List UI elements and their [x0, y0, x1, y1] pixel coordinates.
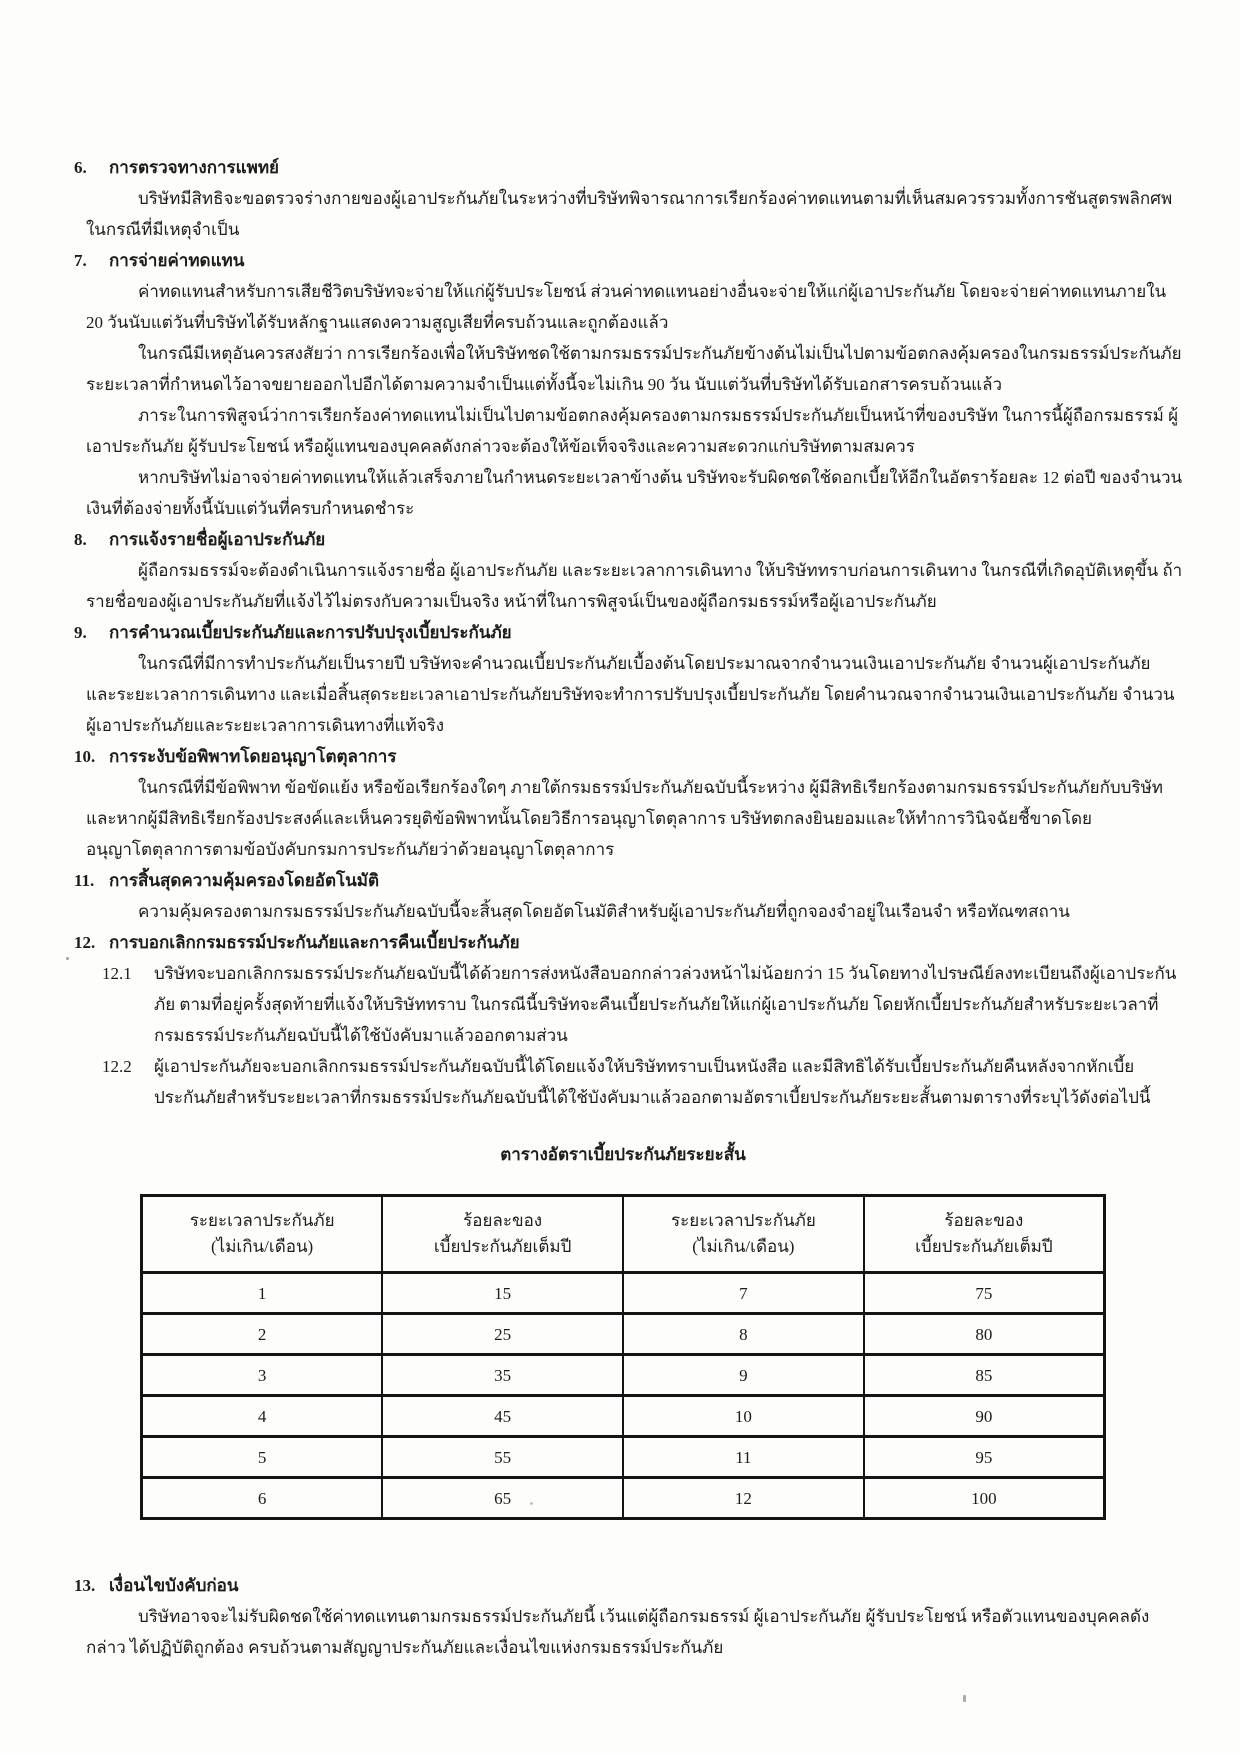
- table-row: [142, 1396, 1105, 1437]
- header-line: (ไม่เกิน/เดือน): [211, 1237, 314, 1256]
- section-title: การสิ้นสุดความคุ้มครองโดยอัตโนมัติ: [109, 871, 380, 890]
- table-cell: 65: [382, 1478, 623, 1519]
- subsection-text: บริษัทจะบอกเลิกกรมธรรม์ประกันภัยฉบับนี้ได้ด้วยการส่งหนังสือบอกกล่าวล่วงหน้าไม่น้อยกว่า 15 วันโดยทางไปรษณีย์ลงทะเบียนถึงผู้เอาประกันภัย ตามที่อยู่ครั้งสุดท้ายที่แจ้งให้บริษัททราบ ในกรณีนี้บริษัทจะคืนเบี้ยประกันภัยให้แก่ผู้เอาประกันภัย โดยหักเบี้ยประกันภัยสำหรับระยะเวลาที่กรมธรรม์ประกันภัยฉบับนี้ได้ใช้บังคับมาแล้วออกตามส่วน: [154, 964, 1177, 1045]
- section-number: 7.: [74, 251, 87, 270]
- section-number: 11.: [74, 871, 95, 890]
- scan-speck: [66, 957, 69, 960]
- section-title: การแจ้งรายชื่อผู้เอาประกันภัย: [109, 530, 326, 549]
- section-medical-examination: [74, 152, 1184, 245]
- table-cell: 4: [142, 1396, 383, 1437]
- table-header-row: [142, 1196, 1105, 1273]
- table-cell: 2: [142, 1314, 383, 1355]
- section-number: 12.: [74, 933, 96, 952]
- paragraph: ภาระในการพิสูจน์ว่าการเรียกร้องค่าทดแทนไม่เป็นไปตามข้อตกลงคุ้มครองตามกรมธรรม์ประกันภัยเป็นหน้าที่ของบริษัท ในการนี้ผู้ถือกรมธรรม์ ผู้เอาประกันภัย ผู้รับประโยชน์ หรือผู้แทนของบุคคลดังกล่าวจะต้องให้ข้อเท็จจริงและความสะดวกแก่บริษัทตามสมควร: [86, 406, 1179, 456]
- section-title: การบอกเลิกกรมธรรม์ประกันภัยและการคืนเบี้ยประกันภัย: [109, 933, 520, 952]
- header-line: ระยะเวลาประกันภัย: [670, 1211, 816, 1230]
- section-heading: [74, 152, 1184, 183]
- table-cell: 45: [382, 1396, 623, 1437]
- scan-speck: [530, 1502, 533, 1505]
- table-cell: 7: [623, 1273, 864, 1314]
- table-cell: 100: [864, 1478, 1105, 1519]
- table-cell: 1: [142, 1273, 383, 1314]
- table-cell: 5: [142, 1437, 383, 1478]
- section-heading: [74, 741, 1184, 772]
- paragraph: ค่าทดแทนสำหรับการเสียชีวิตบริษัทจะจ่ายให้แก่ผู้รับประโยชน์ ส่วนค่าทดแทนอย่างอื่นจะจ่ายให้แก่ผู้เอาประกันภัย โดยจะจ่ายค่าทดแทนภายใน 20 วันนับแต่วันที่บริษัทได้รับหลักฐานแสดงความสูญเสียที่ครบถ้วนและถูกต้องแล้ว: [86, 282, 1167, 332]
- short-term-premium-table: [140, 1194, 1106, 1520]
- section-automatic-termination: [74, 865, 1184, 927]
- section-premium-calculation: [74, 617, 1184, 741]
- table-row: [142, 1437, 1105, 1478]
- section-title: การจ่ายค่าทดแทน: [109, 251, 245, 270]
- subsection-number: 12.2: [102, 1057, 132, 1076]
- subsection-12-2: [102, 1051, 1184, 1113]
- table-cell: 10: [623, 1396, 864, 1437]
- section-number: 8.: [74, 530, 87, 549]
- subsection-text: ผู้เอาประกันภัยจะบอกเลิกกรมธรรม์ประกันภัยฉบับนี้ได้โดยแจ้งให้บริษัททราบเป็นหนังสือ และมีสิทธิได้รับเบี้ยประกันภัยคืนหลังจากหักเบี้ยประกันภัยสำหรับระยะเวลาที่กรมธรรม์ประกันภัยฉบับนี้ได้ใช้บังคับมาแล้วออกตามอัตราเบี้ยประกันภัยระยะสั้นตามตารางที่ระบุไว้ดังต่อไปนี้: [154, 1057, 1151, 1107]
- section-arbitration: [74, 741, 1184, 865]
- paragraph: ผู้ถือกรมธรรม์จะต้องดำเนินการแจ้งรายชื่อ ผู้เอาประกันภัย และระยะเวลาการเดินทาง ให้บริษัททราบก่อนการเดินทาง ในกรณีที่เกิดอุบัติเหตุขึ้น ถ้ารายชื่อของผู้เอาประกันภัยที่แจ้งไว้ไม่ตรงกับความเป็นจริง หน้าที่ในการพิสูจน์เป็นของผู้ถือกรมธรรม์หรือผู้เอาประกันภัย: [86, 561, 1183, 611]
- section-policy-cancellation: [74, 927, 1184, 1113]
- table-cell: 11: [623, 1437, 864, 1478]
- table-cell: 90: [864, 1396, 1105, 1437]
- table-row: [142, 1314, 1105, 1355]
- paragraph: ในกรณีมีเหตุอันควรสงสัยว่า การเรียกร้องเพื่อให้บริษัทชดใช้ตามกรมธรรม์ประกันภัยข้างต้นไม่เป็นไปตามข้อตกลงคุ้มครองในกรมธรรม์ประกันภัย ระยะเวลาที่กำหนดไว้อาจขยายออกไปอีกได้ตามความจำเป็นแต่ทั้งนี้จะไม่เกิน 90 วัน นับแต่วันที่บริษัทได้รับเอกสารครบถ้วนแล้ว: [86, 344, 1182, 394]
- scan-speck: [963, 1695, 966, 1702]
- table-cell: 9: [623, 1355, 864, 1396]
- subsection-12-1: [102, 958, 1184, 1051]
- section-heading: [74, 1570, 1184, 1601]
- section-title: การตรวจทางการแพทย์: [109, 158, 279, 177]
- table-cell: 35: [382, 1355, 623, 1396]
- table-cell: 75: [864, 1273, 1105, 1314]
- section-compensation-payment: [74, 245, 1184, 524]
- short-term-premium-table-block: [140, 1139, 1106, 1520]
- paragraph: ในกรณีที่มีการทำประกันภัยเป็นรายปี บริษัทจะคำนวณเบี้ยประกันภัยเบื้องต้นโดยประมาณจากจำนวนเงินเอาประกันภัย จำนวนผู้เอาประกันภัย และระยะเวลาการเดินทาง และเมื่อสิ้นสุดระยะเวลาเอาประกันภัยบริษัทจะทำการปรับปรุงเบี้ยประกันภัย โดยคำนวณจากจำนวนเงินเอาประกันภัย จำนวนผู้เอาประกันภัยและระยะเวลาการเดินทางที่แท้จริง: [86, 654, 1175, 735]
- paragraph: ความคุ้มครองตามกรมธรรม์ประกันภัยฉบับนี้จะสิ้นสุดโดยอัตโนมัติสำหรับผู้เอาประกันภัยที่ถูกจองจำอยู่ในเรือนจำ หรือทัณฑสถาน: [138, 902, 1070, 921]
- section-heading: [74, 927, 1184, 958]
- table-cell: 12: [623, 1478, 864, 1519]
- table-cell: 25: [382, 1314, 623, 1355]
- header-cell-period-left: [142, 1196, 383, 1273]
- table-row: [142, 1273, 1105, 1314]
- header-line: ร้อยละของ: [944, 1211, 1024, 1230]
- table-title: ตารางอัตราเบี้ยประกันภัยระยะสั้น: [500, 1145, 746, 1164]
- table-cell: 3: [142, 1355, 383, 1396]
- section-insured-name-notification: [74, 524, 1184, 617]
- paragraph: บริษัทมีสิทธิจะขอตรวจร่างกายของผู้เอาประกันภัยในระหว่างที่บริษัทพิจารณาการเรียกร้องค่าทดแทนตามที่เห็นสมควรรวมทั้งการชันสูตรพลิกศพ ในกรณีที่มีเหตุจำเป็น: [86, 189, 1173, 239]
- section-heading: [74, 617, 1184, 648]
- paragraph: บริษัทอาจจะไม่รับผิดชดใช้ค่าทดแทนตามกรมธรรม์ประกันภัยนี้ เว้นแต่ผู้ถือกรมธรรม์ ผู้เอาประกันภัย ผู้รับประโยชน์ หรือตัวแทนของบุคคลดังกล่าว ได้ปฏิบัติถูกต้อง ครบถ้วนตามสัญญาประกันภัยและเงื่อนไขแห่งกรมธรรม์ประกันภัย: [86, 1607, 1150, 1657]
- header-line: (ไม่เกิน/เดือน): [692, 1237, 795, 1256]
- section-heading: [74, 865, 1184, 896]
- section-heading: [74, 245, 1184, 276]
- table-cell: 6: [142, 1478, 383, 1519]
- table-cell: 85: [864, 1355, 1105, 1396]
- table-cell: 8: [623, 1314, 864, 1355]
- policy-conditions-body: [74, 152, 1184, 1663]
- table-row: [142, 1355, 1105, 1396]
- header-line: ระยะเวลาประกันภัย: [189, 1211, 335, 1230]
- table-cell: 80: [864, 1314, 1105, 1355]
- table-cell: 55: [382, 1437, 623, 1478]
- section-number: 13.: [74, 1576, 96, 1595]
- section-number: 10.: [74, 747, 96, 766]
- header-line: เบี้ยประกันภัยเต็มปี: [433, 1237, 572, 1256]
- header-line: ร้อยละของ: [463, 1211, 543, 1230]
- header-cell-percent-left: [382, 1196, 623, 1273]
- table-row: [142, 1478, 1105, 1519]
- section-condition-precedent: [74, 1570, 1184, 1663]
- header-cell-percent-right: [864, 1196, 1105, 1273]
- header-line: เบี้ยประกันภัยเต็มปี: [915, 1237, 1053, 1256]
- table-cell: 15: [382, 1273, 623, 1314]
- section-title: การคำนวณเบี้ยประกันภัยและการปรับปรุงเบี้ยประกันภัย: [109, 623, 512, 642]
- table-cell: 95: [864, 1437, 1105, 1478]
- section-title: การระงับข้อพิพาทโดยอนุญาโตตุลาการ: [109, 747, 397, 766]
- section-number: 6.: [74, 158, 87, 177]
- paragraph: หากบริษัทไม่อาจจ่ายค่าทดแทนให้แล้วเสร็จภายในกำหนดระยะเวลาข้างต้น บริษัทจะรับผิดชดใช้ดอกเบี้ยให้อีกในอัตราร้อยละ 12 ต่อปี ของจำนวนเงินที่ต้องจ่ายทั้งนี้นับแต่วันที่ครบกำหนดชำระ: [86, 468, 1183, 518]
- header-cell-period-right: [623, 1196, 864, 1273]
- section-title: เงื่อนไขบังคับก่อน: [109, 1576, 239, 1595]
- subsection-number: 12.1: [102, 964, 132, 983]
- section-heading: [74, 524, 1184, 555]
- section-number: 9.: [74, 623, 87, 642]
- paragraph: ในกรณีที่มีข้อพิพาท ข้อขัดแย้ง หรือข้อเรียกร้องใดๆ ภายใต้กรมธรรม์ประกันภัยฉบับนี้ระหว่าง ผู้มีสิทธิเรียกร้องตามกรมธรรม์ประกันภัยกับบริษัท และหากผู้มีสิทธิเรียกร้องประสงค์และเห็นควรยุติข้อพิพาทนั้นโดยวิธีการอนุญาโตตุลาการ บริษัทตกลงยินยอมและให้ทำการวินิจฉัยชี้ขาดโดย อนุญาโตตุลาการตามข้อบังคับกรมการประกันภัยว่าด้วยอนุญาโตตุลาการ: [86, 778, 1164, 859]
